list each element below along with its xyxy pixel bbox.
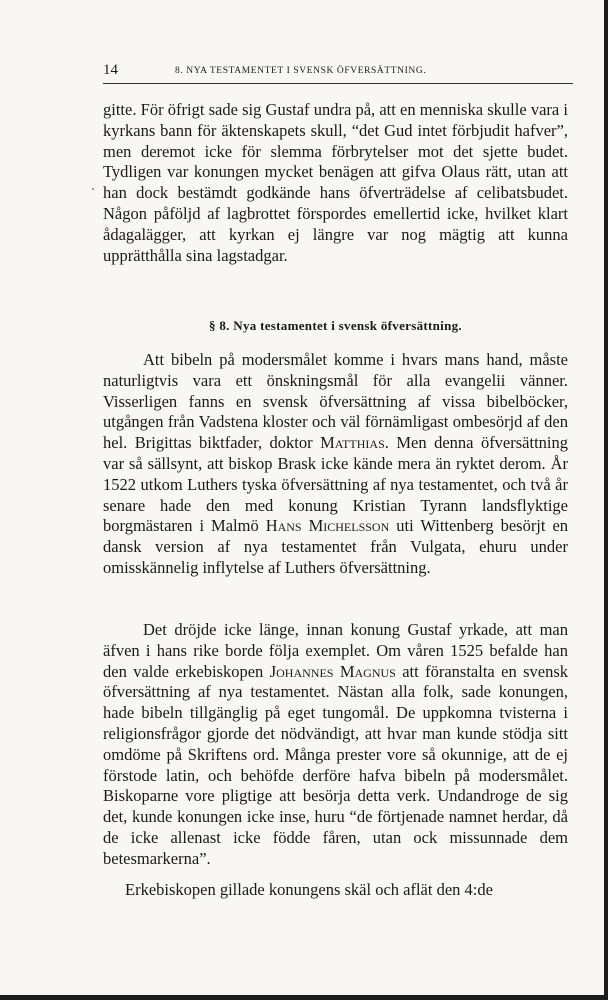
scan-edge-right (604, 0, 608, 1000)
paragraph-gustaf-demand (103, 620, 568, 870)
running-head: 8. NYA TESTAMENTET I SVENSK ÖFVERSÄTTNING. (175, 66, 427, 76)
text-run: . Men denna öfversättning var så sällsynt, att biskop Brask icke kände mera än ryktet derom. År 1522 utkom Luthers tyska öfversättning af nya testamentet, och två år senare hade den med konung Kristian Tyrann landsflyktige borgmästaren i Malmö (103, 433, 568, 536)
paragraph-text: gitte. För öfrigt sade sig Gustaf undra på, att en menniska skulle vara i kyrkans bann för äktenskapets skull, “det Gud intet förbjudit hafver”, men deremot icke för slemma förbrytelser mot det sjette budet. Tydligen var konungen mycket benägen att gifva Olaus rätt, utan att han dock bestämdt godkände hans öfverträdelse af celibatsbudet. Någon påföljd af lagbrottet förspordes emellertid icke, hvilket klart ådagalägger, att kyrkan ej längre var nog mägtig att kunna upprätthålla sina lagstadgar. (103, 100, 568, 265)
page-header (103, 62, 573, 84)
paragraph-text: Erkebiskopen gillade konungens skäl och aflät den 4:de (125, 880, 493, 899)
section-heading: § 8. Nya testamentet i svensk öfversättning. (209, 318, 462, 333)
paragraph-archbishop (103, 880, 568, 901)
person-name: Hans Michelsson (265, 516, 390, 536)
person-name: Johannes Magnus (269, 661, 396, 681)
scan-edge-bottom (0, 995, 608, 1000)
text-run: Att bibeln på modersmålet komme i hvars mans hand, måste naturligtvis vara ett önskningsmål för alla evangelii vänner. Visserligen fanns en svensk öfversättning af vissa bibelböcker, utgången från Vadstena kloster och väl förnämligast ombesörjd af den hel. Brigittas biktfader, doktor (103, 350, 568, 453)
paragraph-bible-translation (103, 350, 568, 579)
person-name: Matthias (320, 433, 385, 453)
page-number: 14 (103, 62, 118, 78)
scan-speck (92, 188, 94, 190)
paragraph-text (103, 350, 568, 579)
text-run: uti Wittenberg besörjt en dansk version af nya testamentet från Vulgata, ehuru under omisskännelig inflytelse af Luthers öfversättning. (103, 516, 569, 577)
paragraph-continued (103, 100, 568, 266)
header-rule (103, 83, 573, 84)
text-run: att föranstalta en svensk öfversättning af nya testamentet. Nästan alla folk, sade konungen, hade bibeln tillgänglig på eget tungomål. De uppkomna tvisterna i religionsfrågor gjorde det nödvändigt, att hvar man kunde stödja sitt omdöme på Skriftens ord. Många prester vore så okunnige, att de ej förstode latin, och behöfde derföre hafva bibeln på modersmålet. Biskoparne vore pligtige att besörja detta verk. Undandroge de sig det, kunde konungen icke inse, huru “de förtjenade namnet herdar, då de icke allenast icke födde fåren, utan ock missunnade dem betesmarkerna”. (103, 661, 569, 868)
text-run: Det dröjde icke länge, innan konung Gustaf yrkade, att man äfven i hans rike borde följa exemplet. Om våren 1525 befalde han den valde erkebiskopen (103, 620, 568, 681)
paragraph-text (103, 620, 568, 870)
